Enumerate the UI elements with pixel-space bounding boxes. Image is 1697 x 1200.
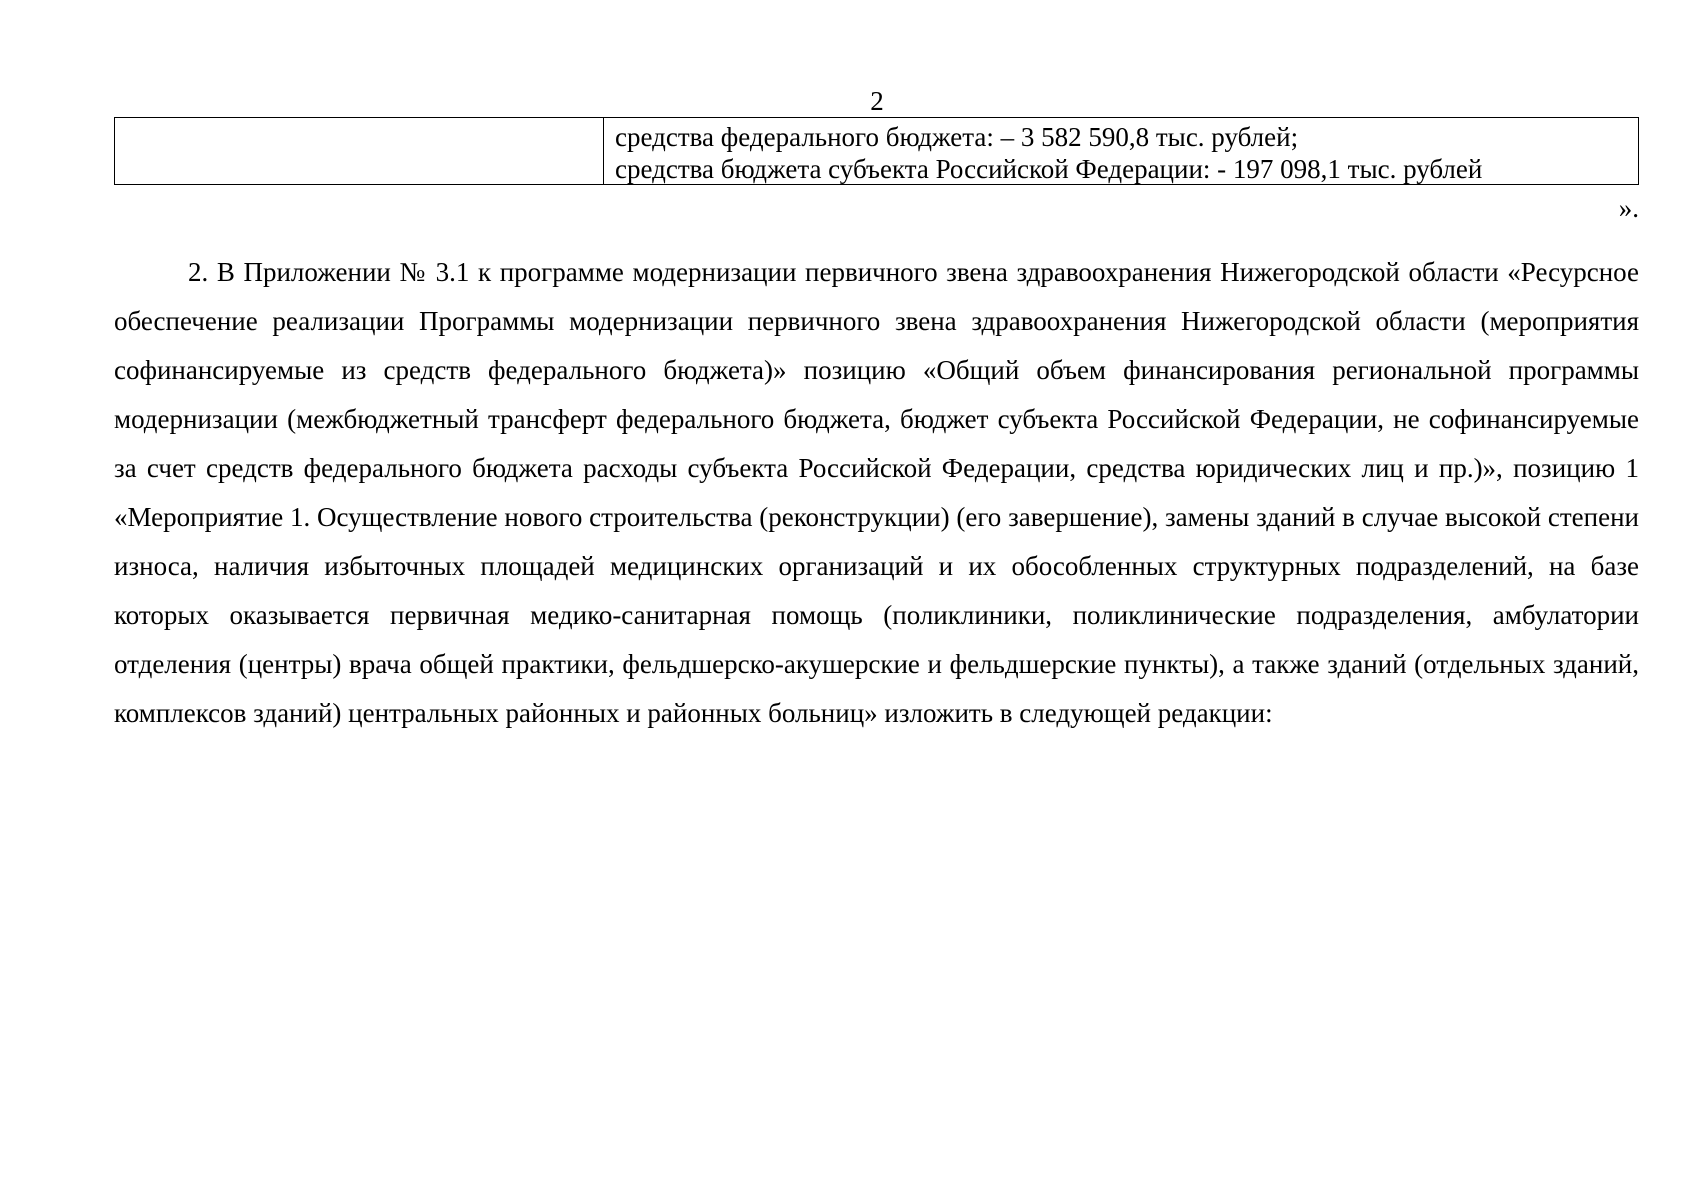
regional-budget-line: средства бюджета субъекта Российской Федерации: - 197 098,1 тыс. рублей <box>615 154 1483 184</box>
table-cell-left <box>115 118 604 184</box>
continued-table <box>114 117 1639 185</box>
amendment-paragraph-2: 2. В Приложении № 3.1 к программе модернизации первичного звена здравоохранения Нижегородской области «Ресурсное обеспечение реализации Программы модернизации первичного звена здравоохранения Нижегородской области (мероприятия софинансируемые из средств федерального бюджета)» позицию «Общий объем финансирования региональной программы модернизации (межбюджетный трансферт федерального бюджета, бюджет субъекта Российской Федерации, не софинансируемые за счет средств федерального бюджета расходы субъекта Российской Федерации, средства юридических лиц и пр.)», позицию 1 «Мероприятие 1. Осуществление нового строительства (реконструкции) (его завершение), замены зданий в случае высокой степени износа, наличия избыточных площадей медицинских организаций и их обособленных структурных подразделений, на базе которых оказывается первичная медико-санитарная помощь (поликлиники, поликлинические подразделения, амбулатории отделения (центры) врача общей практики, фельдшерско-акушерские и фельдшерские пункты), а также зданий (отдельных зданий, комплексов зданий) центральных районных и районных больниц» изложить в следующей редакции: <box>114 257 1639 728</box>
table-cell-right <box>604 118 1638 184</box>
federal-budget-line: средства федерального бюджета: – 3 582 590,8 тыс. рублей; <box>615 122 1299 152</box>
page-number: 2 <box>870 86 884 116</box>
closing-quote-mark: ». <box>1618 193 1639 223</box>
